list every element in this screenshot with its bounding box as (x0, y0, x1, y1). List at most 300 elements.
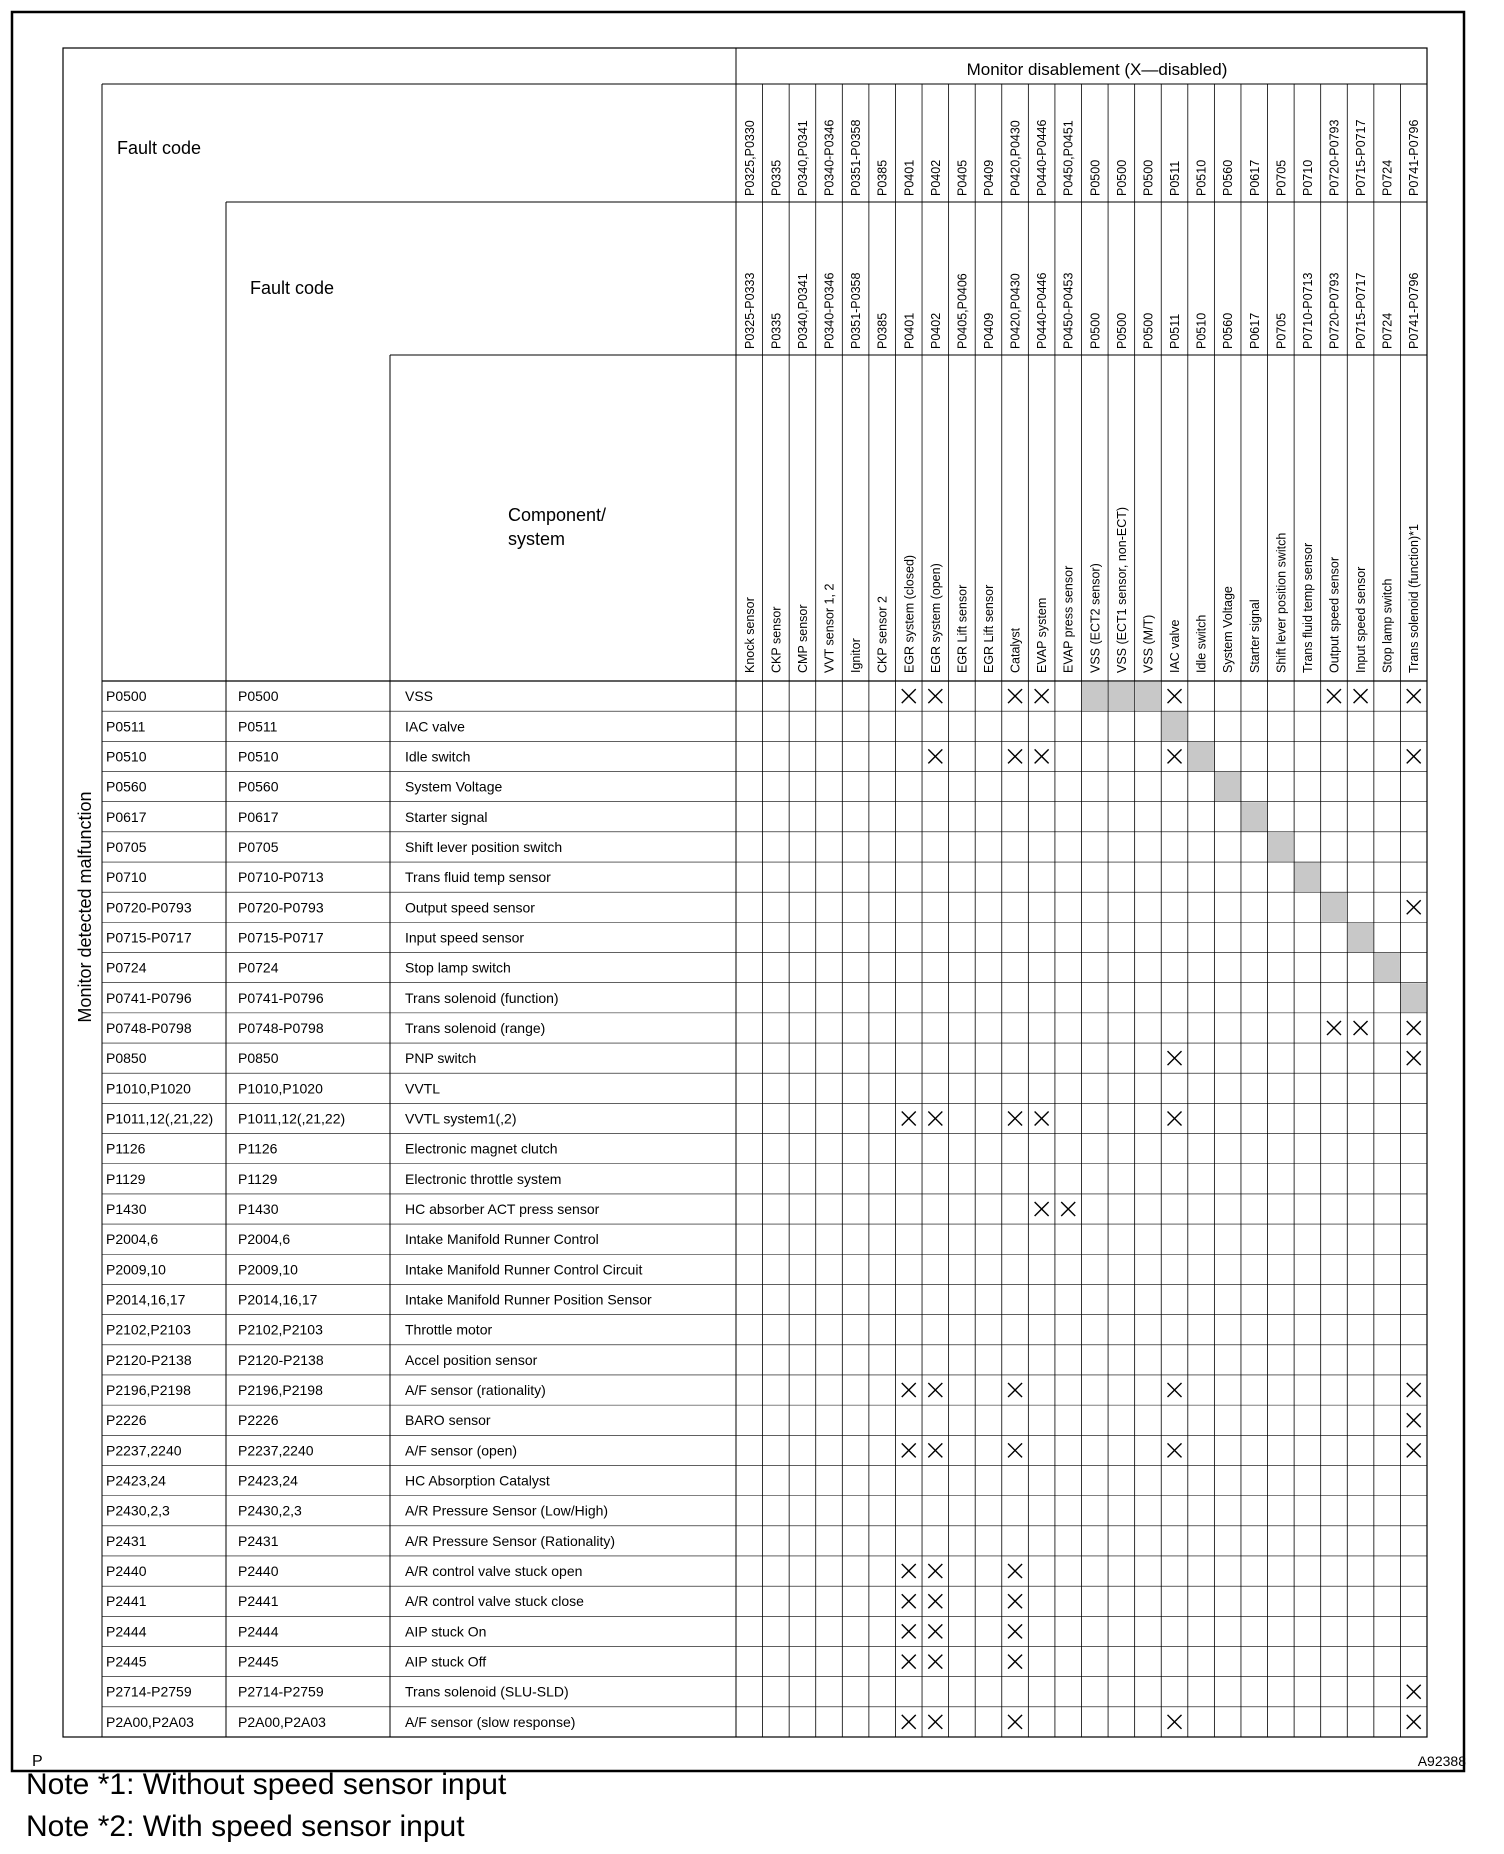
self-monitor-shaded-cell (1295, 863, 1321, 892)
row-fault-code-detail: P2423,24 (238, 1472, 298, 1489)
row-fault-code: P0741-P0796 (106, 989, 192, 1006)
column-fault-code: P0335 (769, 159, 784, 196)
row-fault-code: P2009,10 (106, 1261, 166, 1278)
column-component: EGR Lift sensor (981, 584, 996, 673)
column-fault-code-detail: P0510 (1194, 312, 1209, 349)
row-fault-code: P1126 (106, 1140, 146, 1157)
column-component: Knock sensor (742, 597, 757, 673)
column-fault-code-detail: P0500 (1114, 312, 1129, 349)
row-fault-code-detail: P2237,2240 (238, 1442, 314, 1459)
row-fault-code-detail: P0748-P0798 (238, 1019, 324, 1036)
column-fault-code-detail: P0724 (1380, 312, 1395, 349)
disabled-x-mark (928, 1383, 942, 1397)
self-monitor-shaded-cell (1215, 772, 1241, 801)
disabled-x-mark (1407, 1413, 1421, 1427)
disabled-x-mark (1008, 1383, 1022, 1397)
disabled-x-mark (1168, 1111, 1182, 1125)
column-fault-code: P0401 (902, 159, 917, 196)
row-fault-code-detail: P2444 (238, 1623, 279, 1640)
table-row (106, 779, 502, 795)
disabled-x-mark (1168, 1383, 1182, 1397)
row-fault-code: P1129 (106, 1170, 146, 1187)
row-component: Idle switch (405, 748, 471, 765)
disabled-x-mark (928, 1655, 942, 1669)
disabled-x-mark (1168, 1715, 1182, 1729)
disabled-x-mark (1168, 689, 1182, 703)
column-fault-code: P0420,P0430 (1008, 120, 1023, 196)
column-fault-code: P0710 (1300, 159, 1315, 196)
column-fault-code: P0705 (1274, 159, 1289, 196)
row-component: HC absorber ACT press sensor (405, 1201, 600, 1217)
row-component: Output speed sensor (405, 899, 535, 916)
row-fault-code-detail: P2431 (238, 1532, 279, 1549)
column-component: System Voltage (1221, 586, 1236, 673)
row-fault-code-detail: P2102,P2103 (238, 1321, 323, 1338)
shaded-cells (1082, 682, 1427, 1013)
disabled-x-mark (1407, 900, 1421, 914)
column-fault-code: P0720-P0793 (1327, 119, 1342, 196)
table-row (106, 899, 1421, 915)
table-row (106, 748, 1421, 764)
column-fault-code: P0617 (1247, 159, 1262, 196)
column-component: Starter signal (1247, 599, 1262, 673)
column-fault-code-detail: P0710-P0713 (1300, 272, 1315, 349)
disabled-x-mark (1327, 689, 1341, 703)
footer-left-mark: P (32, 1753, 43, 1770)
row-fault-code: P0748-P0798 (106, 1019, 192, 1036)
disabled-x-mark (1008, 1715, 1022, 1729)
disabled-x-mark (1035, 1111, 1049, 1125)
table-row (106, 1593, 1022, 1609)
disabled-x-mark (1168, 1051, 1182, 1065)
table-row (106, 1292, 652, 1308)
row-fault-code: P2A00,P2A03 (106, 1713, 194, 1730)
table-row (106, 990, 559, 1006)
column-fault-code-detail: P0340-P0346 (822, 272, 837, 349)
column-fault-code: P0724 (1380, 159, 1395, 196)
column-fault-code: P0741-P0796 (1407, 119, 1422, 196)
row-component: Trans solenoid (range) (405, 1019, 546, 1036)
disabled-x-mark (1407, 1021, 1421, 1035)
row-component: HC Absorption Catalyst (405, 1472, 550, 1489)
row-fault-code: P2431 (106, 1532, 147, 1549)
self-monitor-shaded-cell (1321, 893, 1347, 922)
row-fault-code-detail: P0720-P0793 (238, 899, 324, 916)
column-component: Trans solenoid (function)*1 (1407, 524, 1422, 673)
disabled-x-mark (928, 1624, 942, 1638)
column-component: EGR system (open) (928, 563, 943, 673)
table-row (106, 1533, 615, 1549)
table-row (106, 1171, 561, 1187)
self-monitor-shaded-cell (1109, 682, 1135, 711)
row-fault-code: P1430 (106, 1201, 147, 1217)
row-fault-code: P2196,P2198 (106, 1382, 191, 1399)
table-row (106, 960, 511, 976)
row-component: BARO sensor (405, 1412, 491, 1429)
row-component: A/F sensor (open) (405, 1442, 518, 1459)
column-fault-code: P0340,P0341 (795, 120, 810, 196)
table-row (106, 1654, 1022, 1670)
row-component: Trans solenoid (function) (405, 989, 559, 1006)
row-component: Electronic magnet clutch (405, 1140, 558, 1157)
component-system-header-line1: Component/ (508, 505, 607, 525)
row-fault-code-detail: P2196,P2198 (238, 1382, 323, 1399)
row-fault-code: P2102,P2103 (106, 1321, 191, 1338)
column-fault-code-detail: P0409 (981, 312, 996, 349)
row-fault-code: P2430,2,3 (106, 1502, 170, 1519)
column-fault-code: P0325,P0330 (742, 120, 757, 196)
table-row (106, 688, 1421, 704)
self-monitor-shaded-cell (1401, 983, 1427, 1012)
disabled-x-mark (1407, 1715, 1421, 1729)
column-fault-code: P0560 (1221, 159, 1236, 196)
column-component: VSS (ECT1 sensor, non-ECT) (1114, 506, 1129, 673)
column-component: Stop lamp switch (1380, 578, 1395, 673)
disabled-x-mark (1168, 749, 1182, 763)
monitor-disablement-title: Monitor disablement (X—disabled) (966, 60, 1228, 79)
disabled-x-mark (1354, 689, 1368, 703)
row-fault-code-detail: P0741-P0796 (238, 989, 324, 1006)
row-fault-code-detail: P1011,12(,21,22) (238, 1110, 346, 1127)
self-monitor-shaded-cell (1135, 682, 1161, 711)
row-component: Throttle motor (405, 1321, 493, 1338)
column-component: VVT sensor 1, 2 (822, 583, 837, 673)
row-component: AIP stuck Off (405, 1653, 487, 1670)
fault-code-header-mid: Fault code (250, 278, 335, 298)
row-fault-code-detail: P0705 (238, 838, 279, 855)
row-fault-code-detail: P2009,10 (238, 1261, 298, 1278)
row-fault-code-detail: P2226 (238, 1412, 279, 1429)
column-component: EVAP press sensor (1061, 565, 1076, 673)
table-row (106, 869, 551, 885)
table-row (106, 1684, 1421, 1700)
disabled-x-mark (928, 689, 942, 703)
row-fault-code: P2441 (106, 1593, 147, 1610)
table-row (106, 1623, 1022, 1639)
column-component: EVAP system (1035, 597, 1050, 673)
row-fault-code-detail: P2440 (238, 1563, 279, 1580)
row-component: Trans solenoid (SLU-SLD) (405, 1683, 569, 1700)
disabled-x-mark (1407, 689, 1421, 703)
table-row (106, 1201, 1075, 1217)
disabled-x-mark (928, 1111, 942, 1125)
column-fault-code: P0405 (955, 159, 970, 196)
column-fault-code: P0402 (928, 159, 943, 196)
row-component: Intake Manifold Runner Position Sensor (405, 1291, 652, 1308)
disabled-x-mark (902, 689, 916, 703)
column-component: VSS (M/T) (1141, 614, 1156, 673)
row-component: Electronic throttle system (405, 1170, 562, 1187)
row-fault-code: P0500 (106, 688, 147, 705)
table-row (106, 809, 487, 825)
row-fault-code-detail: P2014,16,17 (238, 1291, 318, 1308)
row-fault-code: P2440 (106, 1563, 147, 1580)
row-fault-code: P2714-P2759 (106, 1683, 192, 1700)
row-fault-code: P2004,6 (106, 1231, 159, 1248)
row-fault-code-detail: P0850 (238, 1050, 279, 1067)
row-component: Shift lever position switch (405, 838, 563, 855)
self-monitor-shaded-cell (1082, 682, 1108, 711)
row-fault-code-detail: P2120-P2138 (238, 1351, 324, 1368)
table-row (106, 1231, 599, 1247)
disabled-x-mark (1354, 1021, 1368, 1035)
row-component: VVTL system1(,2) (405, 1110, 517, 1127)
table-row (106, 1473, 550, 1489)
column-fault-code-detail: P0385 (875, 312, 890, 349)
self-monitor-shaded-cell (1188, 742, 1214, 771)
column-component: Ignitor (849, 638, 864, 673)
row-component: A/R Pressure Sensor (Rationality) (405, 1532, 616, 1549)
row-fault-code-detail: P1010,P1020 (238, 1080, 323, 1097)
column-fault-code: P0450,P0451 (1061, 120, 1076, 196)
column-fault-code-detail: P0405,P0406 (955, 273, 970, 349)
column-fault-code: P0510 (1194, 159, 1209, 196)
column-component: Output speed sensor (1327, 556, 1342, 673)
disabled-x-mark (928, 1443, 942, 1457)
disabled-x-mark (902, 1624, 916, 1638)
column-component: Shift lever position switch (1274, 532, 1289, 673)
row-component: VSS (405, 688, 434, 705)
row-fault-code: P0850 (106, 1050, 147, 1067)
column-fault-code-detail: P0720-P0793 (1327, 272, 1342, 349)
table-row (106, 1110, 1182, 1126)
row-component: Intake Manifold Runner Control Circuit (405, 1261, 643, 1278)
table-row (106, 1322, 492, 1338)
row-component: Stop lamp switch (405, 959, 511, 976)
disabled-x-mark (902, 1564, 916, 1578)
table-row (106, 1141, 558, 1157)
table-row (106, 1412, 1421, 1428)
row-fault-code: P1011,12(,21,22) (106, 1110, 214, 1127)
disabled-x-mark (902, 1111, 916, 1125)
disabled-x-mark (1407, 749, 1421, 763)
disabled-x-mark (902, 1383, 916, 1397)
row-component: A/F sensor (rationality) (405, 1382, 546, 1399)
row-fault-code: P0705 (106, 838, 147, 855)
disabled-x-mark (928, 749, 942, 763)
row-fault-code: P0724 (106, 959, 147, 976)
column-fault-code-detail: P0325-P0333 (742, 272, 757, 349)
column-fault-code-detail: P0715-P0717 (1354, 272, 1369, 349)
row-fault-code-detail: P2714-P2759 (238, 1683, 324, 1700)
row-fault-code: P0511 (106, 718, 146, 735)
self-monitor-shaded-cell (1162, 712, 1188, 741)
row-fault-code-detail: P2445 (238, 1653, 279, 1670)
row-fault-code: P2444 (106, 1623, 147, 1640)
row-fault-code: P2237,2240 (106, 1442, 182, 1459)
row-fault-code-detail: P2430,2,3 (238, 1502, 302, 1519)
table-row (106, 1050, 1421, 1066)
table-row (106, 1261, 642, 1277)
column-fault-code-detail: P0340,P0341 (795, 273, 810, 349)
disabled-x-mark (928, 1594, 942, 1608)
disabled-x-mark (1035, 689, 1049, 703)
disabled-x-mark (1061, 1202, 1075, 1216)
row-fault-code: P0720-P0793 (106, 899, 192, 916)
column-component: VSS (ECT2 sensor) (1088, 563, 1103, 673)
self-monitor-shaded-cell (1374, 953, 1400, 982)
row-fault-code-detail: P0715-P0717 (238, 929, 324, 946)
self-monitor-shaded-cell (1241, 802, 1267, 831)
column-fault-code: P0351-P0358 (849, 119, 864, 196)
outer-frame (12, 12, 1464, 1771)
row-fault-code: P1010,P1020 (106, 1080, 191, 1097)
row-fault-code-detail: P2A00,P2A03 (238, 1713, 326, 1730)
table-row (106, 1503, 608, 1519)
column-component: EGR system (closed) (902, 554, 917, 673)
disabled-x-mark (1407, 1685, 1421, 1699)
column-component: EGR Lift sensor (955, 584, 970, 673)
note-2: Note *2: With speed sensor input (26, 1810, 465, 1843)
row-fault-code-detail: P2441 (238, 1593, 279, 1610)
column-fault-code: P0409 (981, 159, 996, 196)
disabled-x-mark (1008, 1564, 1022, 1578)
disabled-x-mark (1008, 1594, 1022, 1608)
row-component: IAC valve (405, 718, 465, 735)
disabled-x-mark (1407, 1443, 1421, 1457)
table-row (106, 1442, 1421, 1458)
disabled-x-mark (1035, 1202, 1049, 1216)
row-component: Starter signal (405, 808, 488, 825)
column-component: Catalyst (1008, 627, 1023, 673)
row-fault-code-detail: P0724 (238, 959, 279, 976)
column-headers (743, 119, 1421, 673)
table-row (106, 929, 524, 945)
disabled-x-mark (1327, 1021, 1341, 1035)
row-component: Accel position sensor (405, 1351, 538, 1368)
disabled-x-mark (1168, 1443, 1182, 1457)
row-component: A/F sensor (slow response) (405, 1713, 576, 1730)
self-monitor-shaded-cell (1268, 832, 1294, 861)
row-component: VVTL (405, 1080, 441, 1097)
column-fault-code-detail: P0500 (1088, 312, 1103, 349)
row-fault-code: P0710 (106, 869, 147, 886)
column-fault-code-detail: P0450-P0453 (1061, 272, 1076, 349)
column-fault-code: P0500 (1088, 159, 1103, 196)
row-fault-code: P0510 (106, 748, 147, 765)
row-fault-code-detail: P0617 (238, 808, 279, 825)
disabled-x-mark (1008, 1443, 1022, 1457)
column-fault-code: P0440-P0446 (1035, 119, 1050, 196)
column-fault-code-detail: P0560 (1221, 312, 1236, 349)
row-fault-code: P0617 (106, 808, 147, 825)
row-component: A/R control valve stuck open (405, 1563, 583, 1580)
fault-code-header-top: Fault code (117, 138, 202, 158)
table-row (106, 839, 562, 855)
column-component: CKP sensor 2 (875, 596, 890, 673)
row-fault-code: P0715-P0717 (106, 929, 192, 946)
column-fault-code: P0511 (1168, 160, 1183, 196)
row-component: Input speed sensor (405, 929, 525, 946)
note-1: Note *1: Without speed sensor input (26, 1768, 507, 1801)
table-row (106, 1352, 538, 1368)
column-component: IAC valve (1168, 619, 1183, 673)
component-system-header-line2: system (508, 529, 566, 549)
column-fault-code-detail: P0617 (1247, 312, 1262, 349)
disabled-x-mark (1407, 1383, 1421, 1397)
row-component: A/R Pressure Sensor (Low/High) (405, 1502, 609, 1519)
table-row (106, 1020, 1421, 1036)
column-fault-code-detail: P0420,P0430 (1008, 273, 1023, 349)
row-fault-code-detail: P0510 (238, 748, 279, 765)
row-fault-code-detail: P0710-P0713 (238, 869, 324, 886)
row-component: PNP switch (405, 1050, 477, 1067)
row-fault-code-detail: P0560 (238, 778, 279, 795)
table-rows (106, 688, 1421, 1730)
row-component: AIP stuck On (405, 1623, 487, 1640)
column-fault-code-detail: P0401 (902, 312, 917, 349)
disabled-x-mark (902, 1443, 916, 1457)
column-component: Input speed sensor (1354, 566, 1369, 673)
disabled-x-mark (928, 1715, 942, 1729)
row-fault-code: P2014,16,17 (106, 1291, 186, 1308)
row-fault-code-detail: P1430 (238, 1201, 279, 1217)
column-fault-code-detail: P0500 (1141, 312, 1156, 349)
column-fault-code-detail: P0335 (769, 312, 784, 349)
table-row (106, 718, 465, 734)
column-fault-code: P0500 (1141, 159, 1156, 196)
disabled-x-mark (928, 1564, 942, 1578)
disabled-x-mark (902, 1715, 916, 1729)
disabled-x-mark (1407, 1051, 1421, 1065)
row-fault-code: P2120-P2138 (106, 1351, 192, 1368)
column-fault-code-detail: P0741-P0796 (1407, 272, 1422, 349)
disabled-x-mark (1008, 1111, 1022, 1125)
disabled-x-mark (1035, 749, 1049, 763)
table-row (106, 1382, 1421, 1398)
column-fault-code: P0715-P0717 (1354, 119, 1369, 196)
disabled-x-mark (1008, 1624, 1022, 1638)
column-component: CMP sensor (795, 604, 810, 673)
column-fault-code: P0385 (875, 159, 890, 196)
row-fault-code-detail: P1129 (238, 1170, 278, 1187)
table-grid (12, 12, 1464, 1771)
column-fault-code-detail: P0705 (1274, 312, 1289, 349)
row-component: Trans fluid temp sensor (405, 869, 551, 886)
row-component: A/R control valve stuck close (405, 1593, 584, 1610)
table-row (106, 1714, 1421, 1730)
row-fault-code-detail: P2004,6 (238, 1231, 291, 1248)
table-row (106, 1563, 1022, 1579)
disabled-x-mark (1008, 749, 1022, 763)
column-fault-code-detail: P0402 (928, 312, 943, 349)
figure-id: A92388 (1417, 1753, 1466, 1769)
disabled-x-mark (1008, 1655, 1022, 1669)
column-fault-code: P0340-P0346 (822, 119, 837, 196)
monitor-detected-malfunction-label: Monitor detected malfunction (75, 791, 95, 1023)
row-fault-code-detail: P1126 (238, 1140, 278, 1157)
row-component: System Voltage (405, 778, 503, 795)
disabled-x-mark (1008, 689, 1022, 703)
row-fault-code-detail: P0500 (238, 688, 279, 705)
column-component: Trans fluid temp sensor (1300, 542, 1315, 673)
row-fault-code: P2423,24 (106, 1472, 166, 1489)
disabled-x-mark (902, 1655, 916, 1669)
column-fault-code-detail: P0351-P0358 (849, 272, 864, 349)
column-component: Idle switch (1194, 614, 1209, 673)
row-component: Intake Manifold Runner Control (405, 1231, 599, 1248)
row-fault-code: P2445 (106, 1653, 147, 1670)
column-fault-code-detail: P0511 (1168, 313, 1183, 349)
column-fault-code-detail: P0440-P0446 (1035, 272, 1050, 349)
column-component: CKP sensor (769, 606, 784, 673)
disabled-x-mark (902, 1594, 916, 1608)
self-monitor-shaded-cell (1348, 923, 1374, 952)
row-fault-code: P2226 (106, 1412, 147, 1429)
column-fault-code: P0500 (1114, 159, 1129, 196)
row-fault-code: P0560 (106, 778, 147, 795)
row-fault-code-detail: P0511 (238, 718, 278, 735)
